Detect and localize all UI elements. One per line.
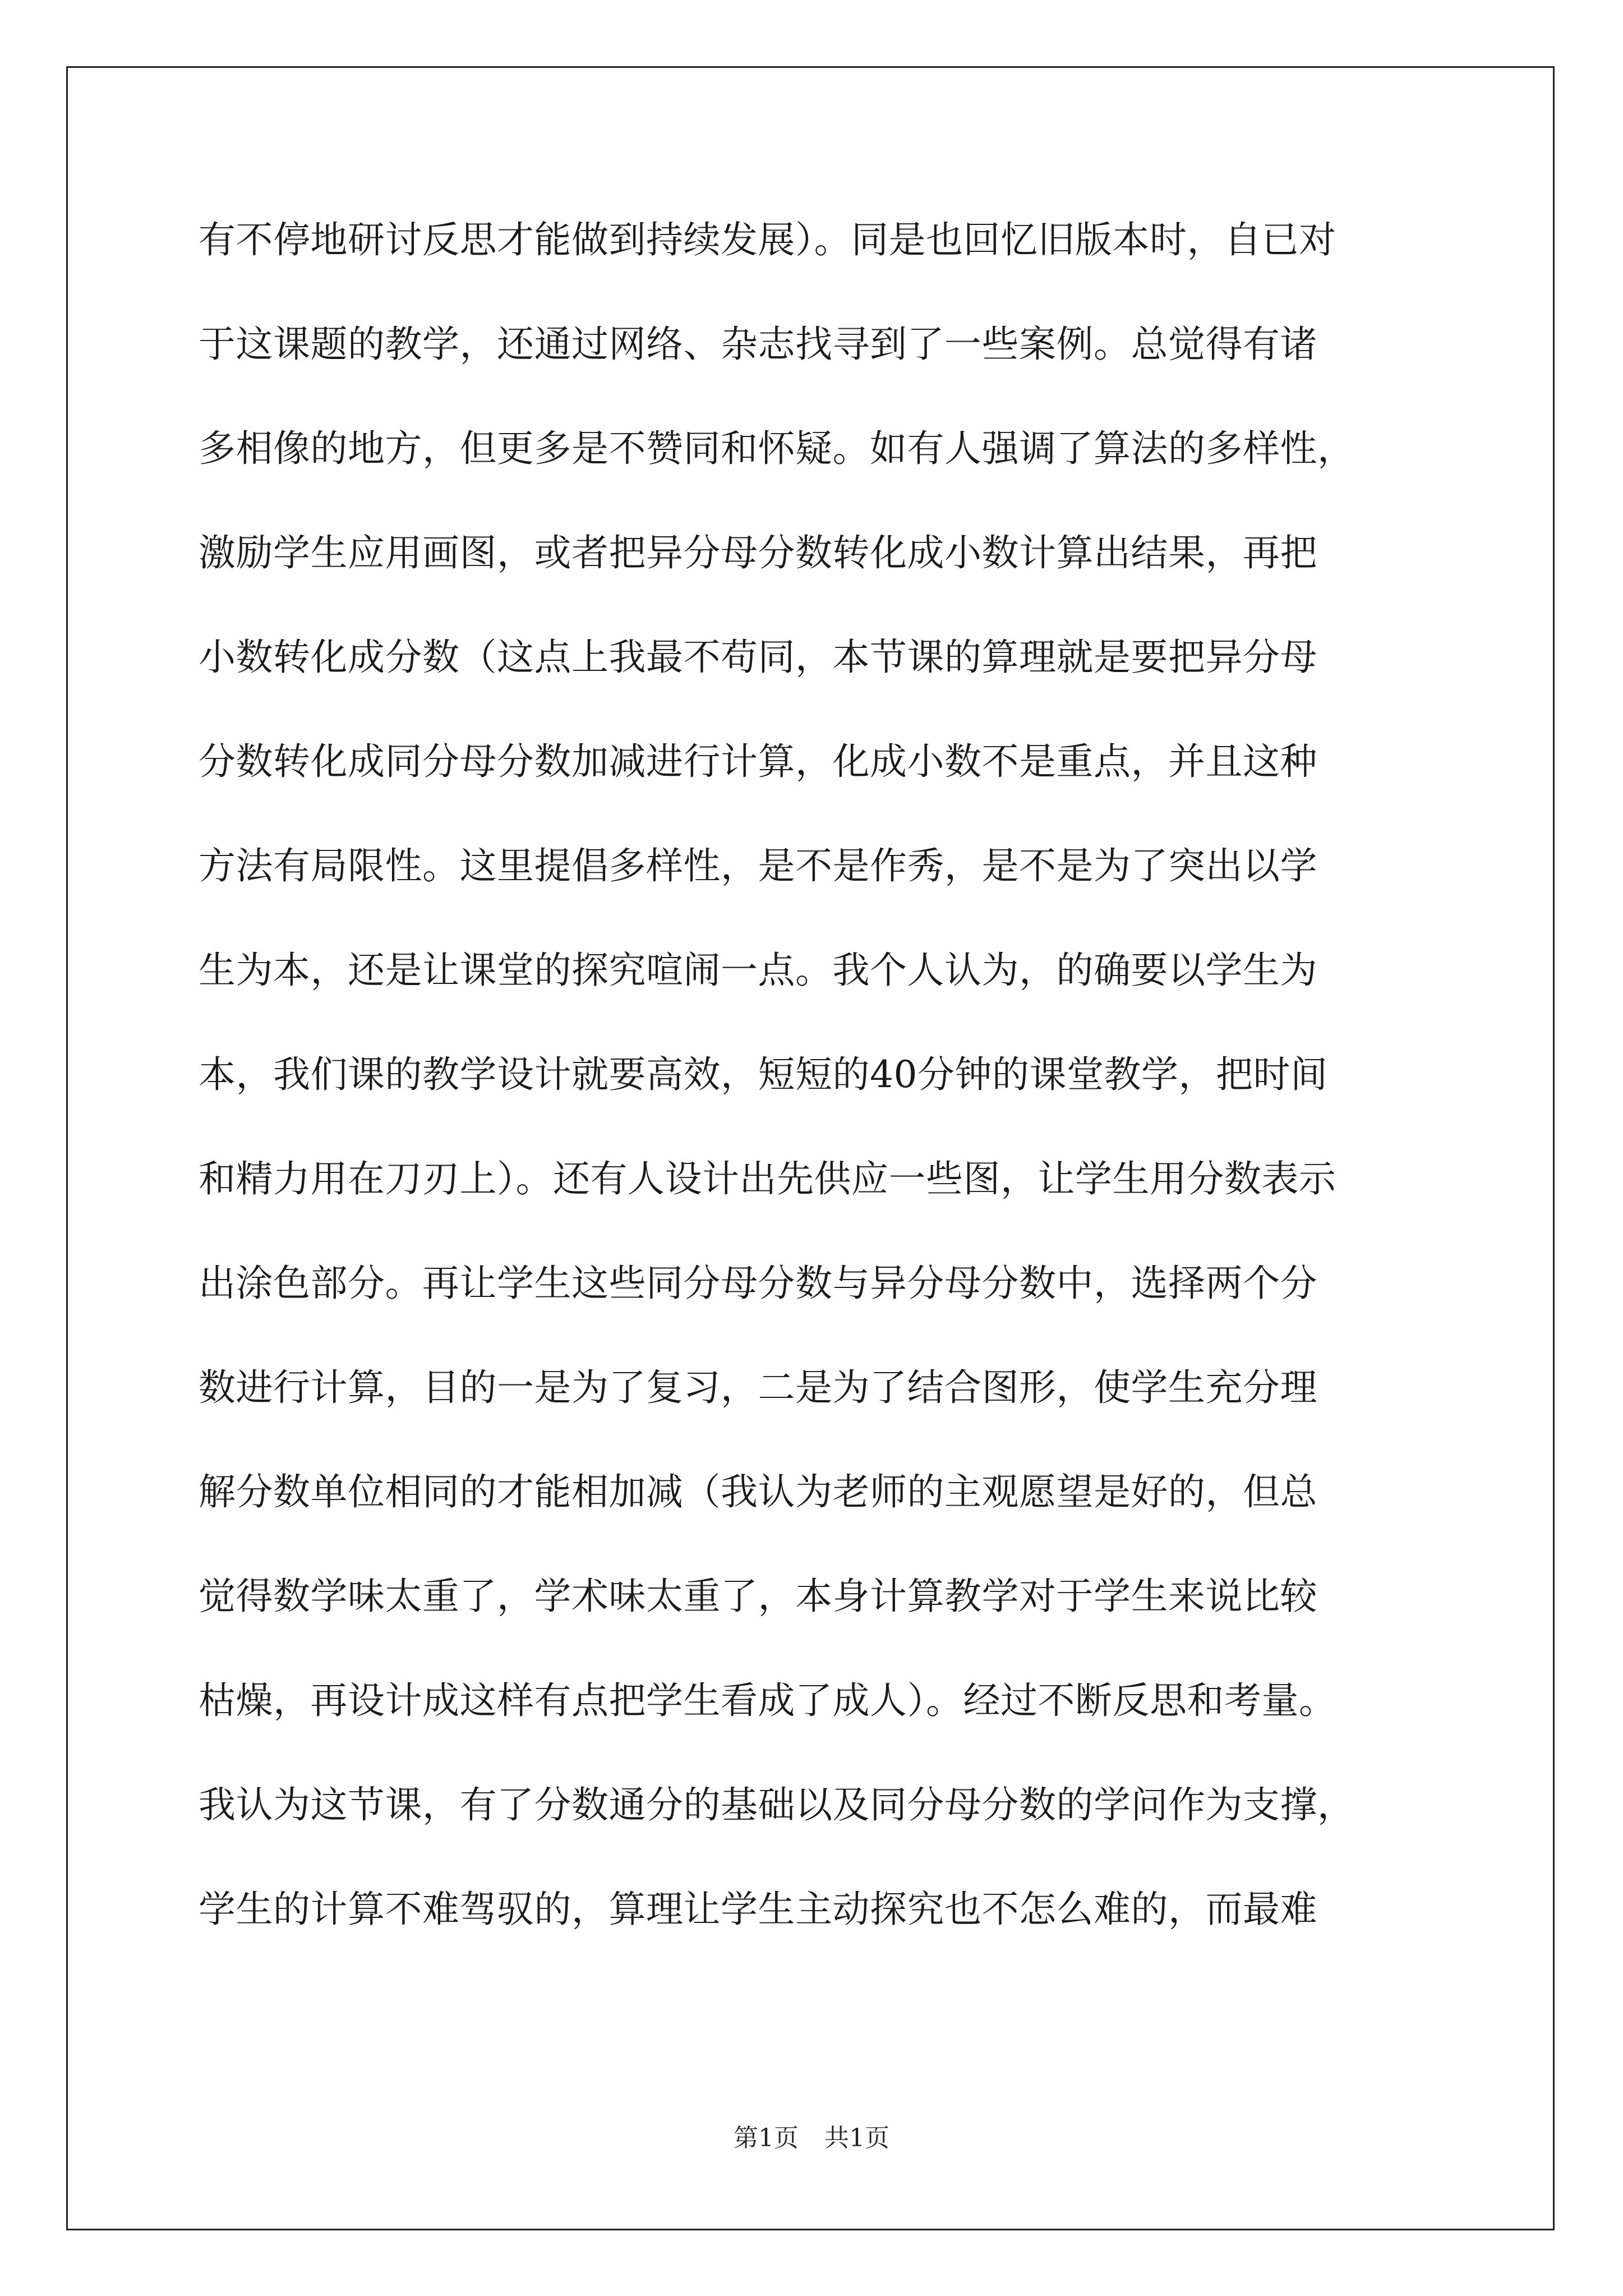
- page-footer: [0, 2122, 1623, 2155]
- text-line: 学生的计算不难驾驭的，算理让学生主动探究也不怎么难的，而最难: [199, 1888, 1317, 1931]
- text-line: 数进行计算，目的一是为了复习，二是为了结合图形，使学生充分理: [199, 1366, 1317, 1409]
- text-line: 生为本，还是让课堂的探究喧闹一点。我个人认为，的确要以学生为: [199, 949, 1317, 992]
- text-line: 方法有局限性。这里提倡多样性，是不是作秀，是不是为了突出以学: [199, 844, 1317, 887]
- text-line: 分数转化成同分母分数加减进行计算，化成小数不是重点，并且这种: [199, 740, 1317, 783]
- page-total: 共1页: [824, 2124, 889, 2152]
- text-line: 本，我们课的教学设计就要高效，短短的40分钟的课堂教学，把时间: [199, 1053, 1328, 1096]
- text-line: 枯燥，再设计成这样有点把学生看成了成人）。经过不断反思和考量。: [199, 1679, 1336, 1722]
- text-line: 和精力用在刀刃上）。还有人设计出先供应一些图，让学生用分数表示: [199, 1157, 1336, 1200]
- text-line: 小数转化成分数（这点上我最不苟同，本节课的算理就是要把异分母: [199, 636, 1317, 679]
- text-line: 多相像的地方，但更多是不赞同和怀疑。如有人强调了算法的多样性，: [199, 427, 1355, 470]
- text-line: 我认为这节课，有了分数通分的基础以及同分母分数的学问作为支撑，: [199, 1783, 1355, 1826]
- page-number: 第1页: [734, 2124, 799, 2152]
- text-line: 觉得数学味太重了，学术味太重了，本身计算教学对于学生来说比较: [199, 1575, 1317, 1618]
- text-line: 激励学生应用画图，或者把异分母分数转化成小数计算出结果，再把: [199, 531, 1317, 574]
- text-line: 解分数单位相同的才能相加减（我认为老师的主观愿望是好的，但总: [199, 1470, 1317, 1513]
- body-text: [199, 212, 1427, 1986]
- text-line: 有不停地研讨反思才能做到持续发展）。同是也回忆旧版本时，自已对: [199, 218, 1336, 261]
- text-line: 于这课题的教学，还通过网络、杂志找寻到了一些案例。总觉得有诸: [199, 323, 1317, 366]
- text-line: 出涂色部分。再让学生这些同分母分数与异分母分数中，选择两个分: [199, 1262, 1317, 1305]
